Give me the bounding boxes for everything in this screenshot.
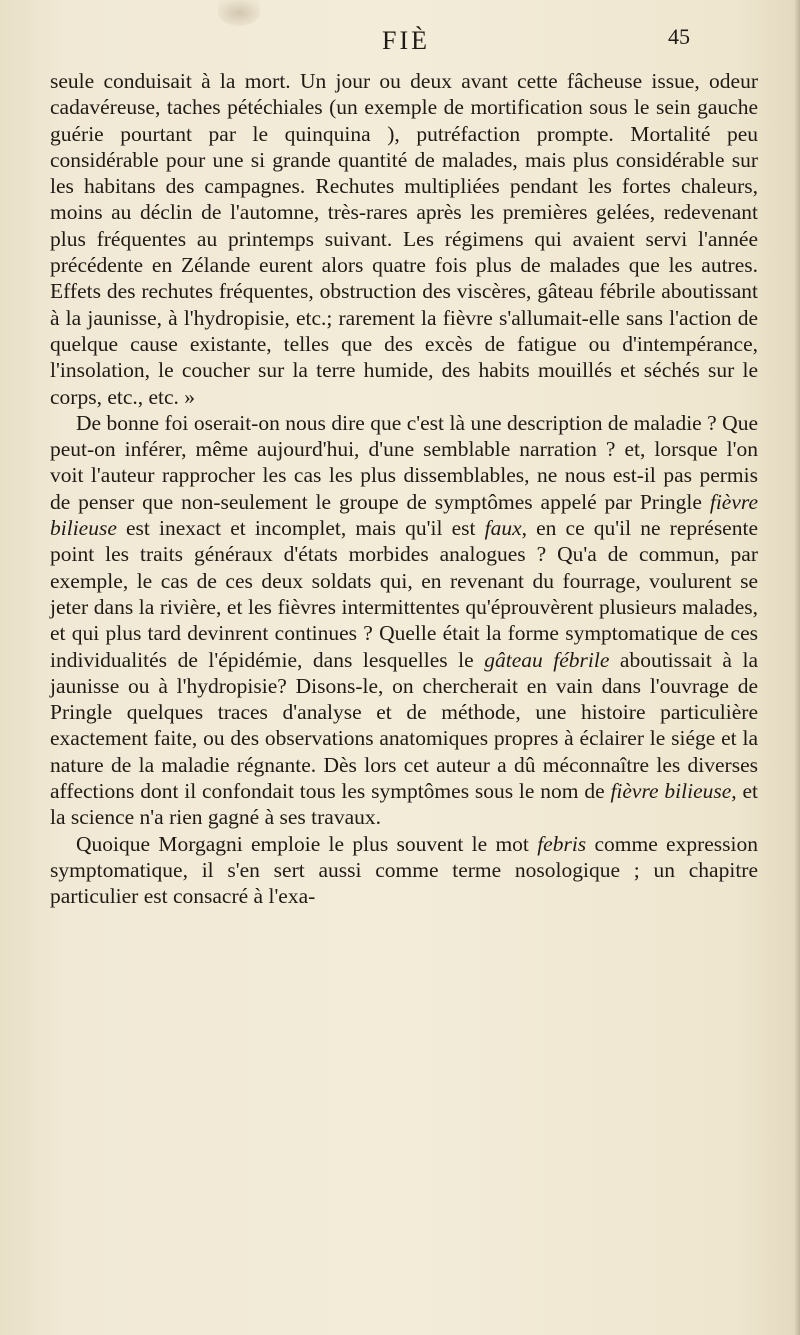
italic-text: febris — [537, 831, 587, 856]
paragraph — [50, 410, 758, 831]
paragraph-text: De bonne foi oserait-on nous dire que c'est là une description de maladie ? Que peut-on inférer, même aujourd'hui, d'une semblable narration ? et, lorsque l'on voit l'auteur rapprocher les cas les plus dissemblables, ne nous est-il pas permis de penser que non-seulement le groupe de symptômes appelé par Pringle — [50, 410, 758, 514]
paragraph-text: comme expression symptomatique, il s'en sert aussi comme terme nosologique ; un chapitre particulier est consacré à l'exa- — [50, 831, 758, 909]
italic-text: gâteau fébrile — [484, 647, 610, 672]
paragraph-text: est inexact et incomplet, mais qu'il est — [116, 516, 485, 541]
body-text — [50, 68, 758, 910]
italic-text: fièvre bilieuse, — [610, 779, 737, 804]
page-header — [0, 26, 800, 66]
italic-text: fièvre bilieuse — [50, 489, 758, 541]
paper-stain — [218, 0, 260, 26]
page-number: 45 — [668, 24, 690, 49]
paragraph-text: et la science n'a rien gagné à ses travaux. — [50, 779, 758, 830]
paragraph-text: seule conduisait à la mort. Un jour ou deux avant cette fâcheuse issue, odeur cadavéreuse, taches pétéchiales (un exemple de mortification sous le sein gauche guérie pourtant par le quinquina ), putréfaction prompte. Mortalité peu considérable pour une si grande quantité de malades, mais plus considérable sur les habitans des campagnes. Rechutes multipliées pendant les fortes chaleurs, moins au déclin de l'automne, très-rares après les premières gelées, redevenant plus fréquentes au printemps suivant. Les régimens qui avaient servi l'année précédente en Zélande eurent alors quatre fois plus de malades que les autres. Effets des rechutes fréquentes, obstruction des viscères, gâteau fébrile aboutissant à la jaunisse, à l'hydropisie, etc.; rarement la fièvre s'allumait-elle sans l'action de quelque cause existante, telles que des excès de fatigue ou d'intempérance, l'insolation, le coucher sur la terre humide, des habits mouillés et séchés sur le corps, etc., etc. » — [50, 69, 758, 409]
paragraph-text: aboutissait à la jaunisse ou à l'hydropisie? Disons-le, on chercherait en vain dans l'ouvrage de Pringle quelques traces d'analyse et de méthode, une histoire particulière exactement faite, ou des observations anatomiques propres à éclairer le siége et la nature de la maladie régnante. Dès lors cet auteur a dû méconnaître les diverses affections dont il confondait tous les symptômes sous le nom de — [50, 647, 758, 804]
running-head: FIÈ — [382, 26, 430, 55]
paragraph-text: , en ce qu'il ne représente point les traits généraux d'états morbides analogues ? Qu'a de commun, par exemple, le cas de ces deux soldats qui, en revenant du fourrage, voulurent se jeter dans la rivière, et les fièvres intermittentes qu'éprouvèrent plusieurs malades, et qui plus tard devinrent continues ? Quelle était la forme symptomatique de ces individualités de l'épidémie, dans lesquelles le — [50, 516, 758, 672]
page-edge-shadow — [794, 0, 800, 1335]
italic-text: faux — [484, 516, 522, 541]
paragraph — [50, 68, 758, 410]
paragraph-text: Quoique Morgagni emploie le plus souvent le mot — [76, 831, 538, 856]
paragraph — [50, 831, 758, 910]
